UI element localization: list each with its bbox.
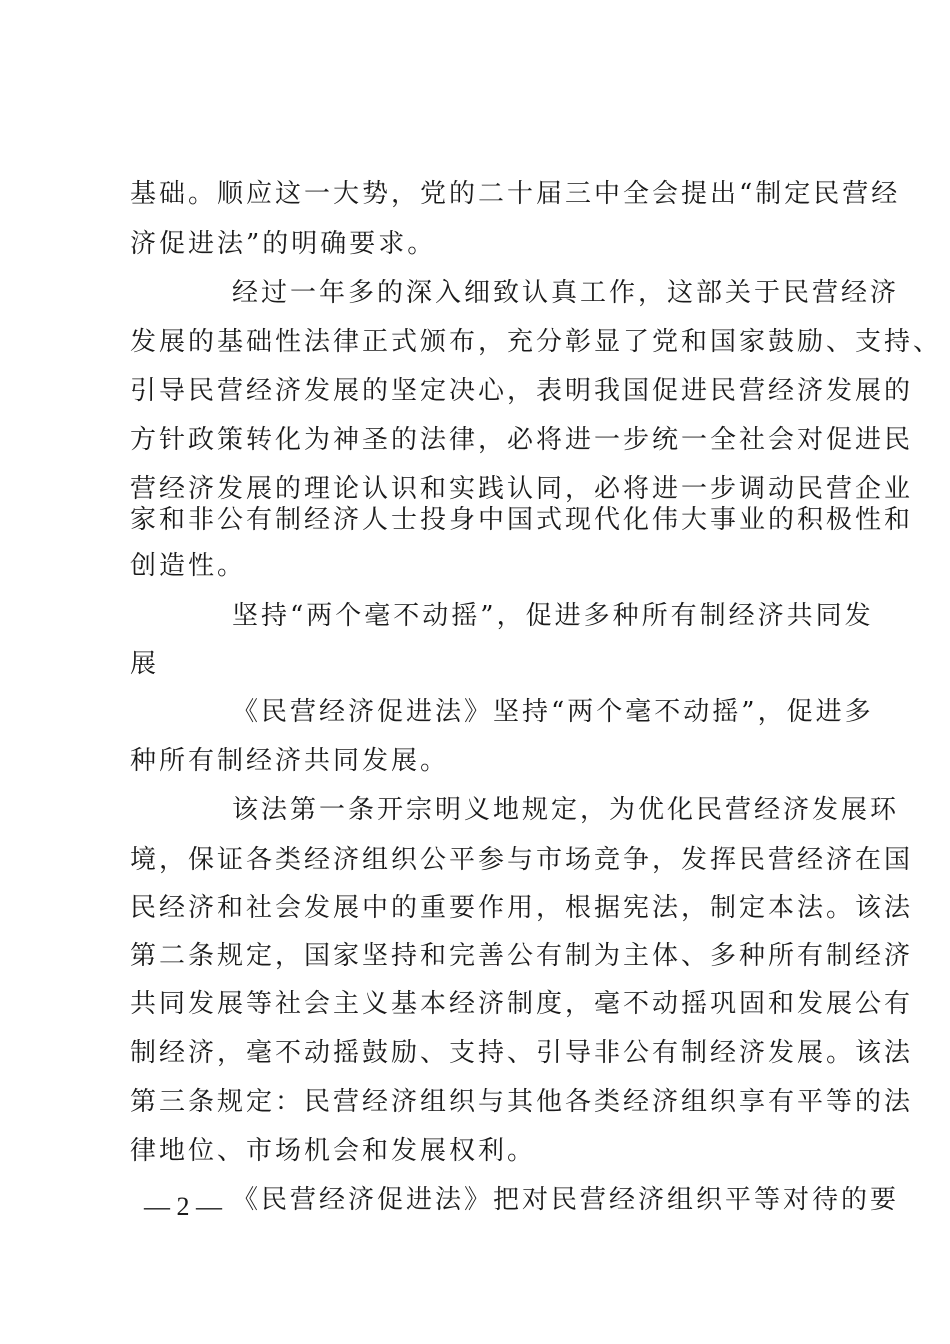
text-line: 基础。顺应这一大势，党的二十届三中全会提出“制定民营经: [130, 179, 901, 209]
text-line: 济促进法”的明确要求。: [130, 229, 437, 259]
text-line: 《民营经济促进法》把对民营经济组织平等对待的要: [232, 1185, 900, 1215]
text-line: 律地位、市场机会和发展权利。: [130, 1136, 537, 1166]
text-line: 制经济，毫不动摇鼓励、支持、引导非公有制经济发展。该法: [130, 1038, 914, 1068]
section-heading-cont: 展: [130, 649, 160, 679]
text-line: 第三条规定：民营经济组织与其他各类经济组织享有平等的法: [130, 1087, 914, 1117]
text-line: 共同发展等社会主义基本经济制度，毫不动摇巩固和发展公有: [130, 989, 914, 1019]
text-line: 该法第一条开宗明义地规定，为优化民营经济发展环: [232, 795, 900, 825]
text-line: 方针政策转化为神圣的法律，必将进一步统一全社会对促进民: [130, 425, 914, 455]
text-line: 创造性。: [130, 551, 247, 581]
page-number: — 2 —: [144, 1192, 222, 1221]
text-line: 家和非公有制经济人士投身中国式现代化伟大事业的积极性和: [130, 505, 914, 535]
text-line: 营经济发展的理论认识和实践认同，必将进一步调动民营企业: [130, 474, 914, 504]
text-line: 引导民营经济发展的坚定决心，表明我国促进民营经济发展的: [130, 376, 914, 406]
text-line: 民经济和社会发展中的重要作用，根据宪法，制定本法。该法: [130, 893, 914, 923]
text-line: 第二条规定，国家坚持和完善公有制为主体、多种所有制经济: [130, 941, 914, 971]
text-line: 种所有制经济共同发展。: [130, 746, 450, 776]
text-line: 发展的基础性法律正式颁布，充分彰显了党和国家鼓励、支持、: [130, 327, 943, 357]
text-line: 《民营经济促进法》坚持“两个毫不动摇”，促进多: [232, 697, 874, 727]
text-line: 境，保证各类经济组织公平参与市场竞争，发挥民营经济在国: [130, 845, 914, 875]
text-line: 经过一年多的深入细致认真工作，这部关于民营经济: [232, 278, 900, 308]
section-heading: 坚持“两个毫不动摇”，促进多种所有制经济共同发: [232, 601, 874, 631]
